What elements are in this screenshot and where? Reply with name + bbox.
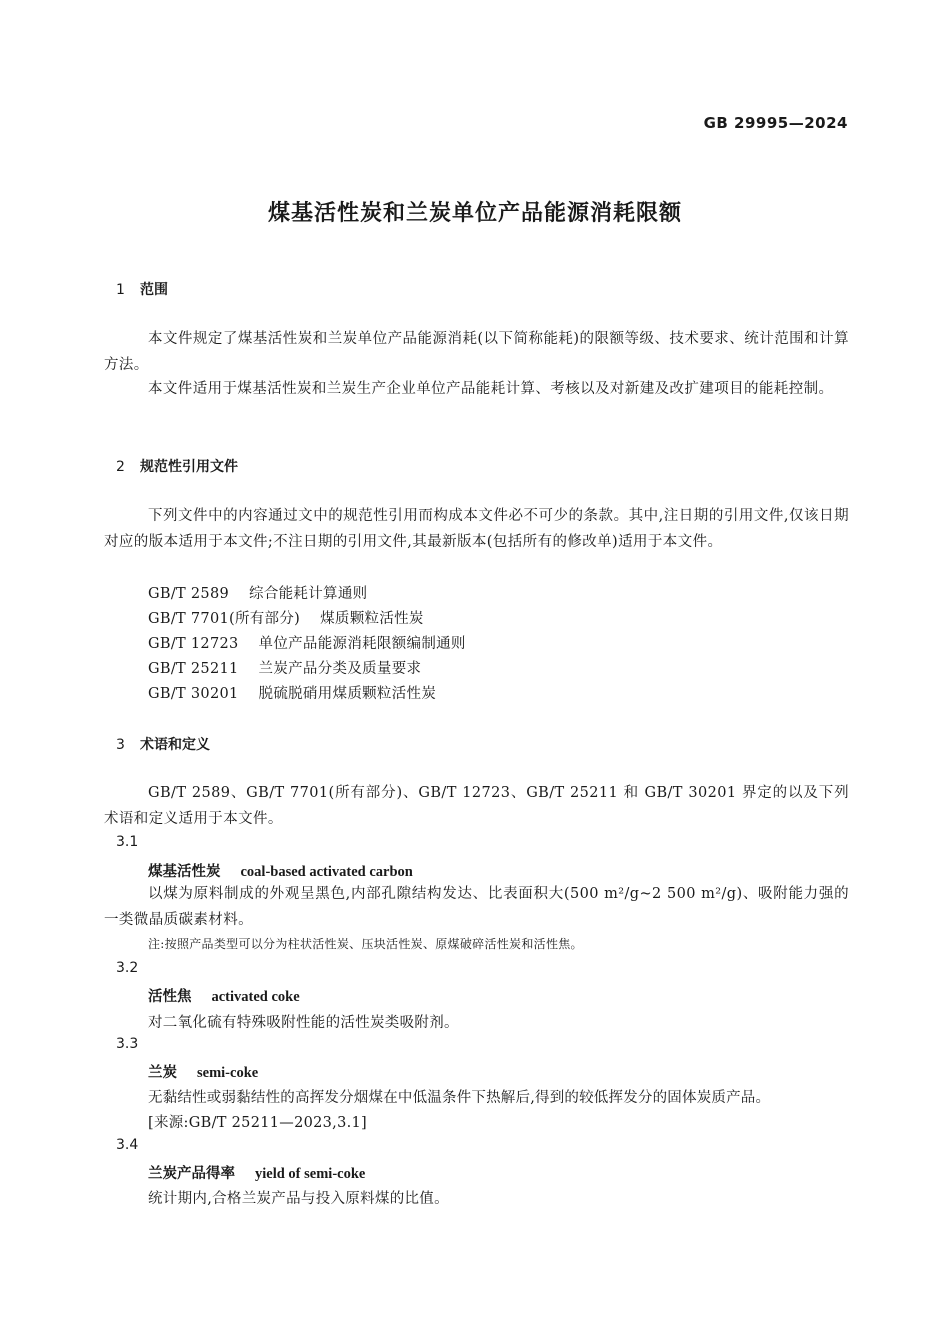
document-title: 煤基活性炭和兰炭单位产品能源消耗限额 <box>267 201 682 226</box>
reference-item <box>148 607 424 628</box>
term-chinese: 煤基活性炭 <box>148 864 221 880</box>
section-number: 1 <box>116 282 125 298</box>
term-definition: 对二氧化硫有特殊吸附性能的活性炭类吸附剂。 <box>148 1015 459 1031</box>
section-1-heading <box>116 279 168 299</box>
term-heading <box>148 860 413 881</box>
reference-code: GB/T 7701(所有部分) <box>148 611 301 627</box>
term-heading <box>148 1061 258 1082</box>
reference-code: GB/T 25211 <box>148 661 239 677</box>
term-chinese: 活性焦 <box>148 989 192 1005</box>
section-1-paragraph-1: 本文件规定了煤基活性炭和兰炭单位产品能源消耗(以下简称能耗)的限额等级、技术要求、统计范围和计算方法。 <box>104 331 849 373</box>
reference-name: 脱硫脱硝用煤质颗粒活性炭 <box>258 686 437 702</box>
term-english: coal-based activated carbon <box>240 864 413 880</box>
term-definition: 统计期内,合格兰炭产品与投入原料煤的比值。 <box>148 1191 449 1207</box>
term-number: 3.2 <box>116 960 139 976</box>
term-definition: 以煤为原料制成的外观呈黑色,内部孔隙结构发达、比表面积大(500 m²/g~2 500 m²/g)、吸附能力强的一类微晶质碳素材料。 <box>104 886 849 928</box>
term-number: 3.3 <box>116 1036 139 1052</box>
reference-item <box>148 582 367 603</box>
term-number: 3.1 <box>116 834 139 850</box>
reference-item <box>148 632 466 653</box>
section-2-heading <box>116 456 238 476</box>
section-number: 3 <box>116 737 125 753</box>
reference-name: 单位产品能源消耗限额编制通则 <box>258 636 466 652</box>
section-title: 术语和定义 <box>140 737 210 753</box>
term-definition: 无黏结性或弱黏结性的高挥发分烟煤在中低温条件下热解后,得到的较低挥发分的固体炭质产品。 <box>148 1090 771 1106</box>
reference-code: GB/T 30201 <box>148 686 239 702</box>
reference-name: 兰炭产品分类及质量要求 <box>258 661 422 677</box>
term-heading <box>148 1162 365 1183</box>
section-3-heading <box>116 734 210 754</box>
term-english: semi-coke <box>197 1065 259 1081</box>
term-source: [来源:GB/T 25211—2023,3.1] <box>148 1115 368 1131</box>
section-2-intro: 下列文件中的内容通过文中的规范性引用而构成本文件必不可少的条款。其中,注日期的引用文件,仅该日期对应的版本适用于本文件;不注日期的引用文件,其最新版本(包括所有的修改单)适用于本文件。 <box>104 508 849 550</box>
term-english: activated coke <box>211 989 300 1005</box>
standard-number: GB 29995—2024 <box>703 114 848 132</box>
term-english: yield of semi-coke <box>255 1166 366 1182</box>
section-title: 范围 <box>140 282 168 298</box>
reference-name: 综合能耗计算通则 <box>249 586 368 602</box>
section-1-paragraph-2: 本文件适用于煤基活性炭和兰炭生产企业单位产品能耗计算、考核以及对新建及改扩建项目的能耗控制。 <box>148 381 834 397</box>
term-note: 注:按照产品类型可以分为柱状活性炭、压块活性炭、原煤破碎活性炭和活性焦。 <box>148 937 583 951</box>
section-number: 2 <box>116 459 125 475</box>
term-chinese: 兰炭 <box>148 1065 177 1081</box>
reference-code: GB/T 12723 <box>148 636 239 652</box>
reference-name: 煤质颗粒活性炭 <box>320 611 424 627</box>
term-heading <box>148 985 300 1006</box>
term-chinese: 兰炭产品得率 <box>148 1166 235 1182</box>
reference-item <box>148 657 421 678</box>
reference-item <box>148 682 436 703</box>
term-number: 3.4 <box>116 1137 139 1153</box>
reference-code: GB/T 2589 <box>148 586 230 602</box>
section-3-intro: GB/T 2589、GB/T 7701(所有部分)、GB/T 12723、GB/T 25211 和 GB/T 30201 界定的以及下列术语和定义适用于本文件。 <box>104 785 849 827</box>
section-title: 规范性引用文件 <box>140 459 238 475</box>
